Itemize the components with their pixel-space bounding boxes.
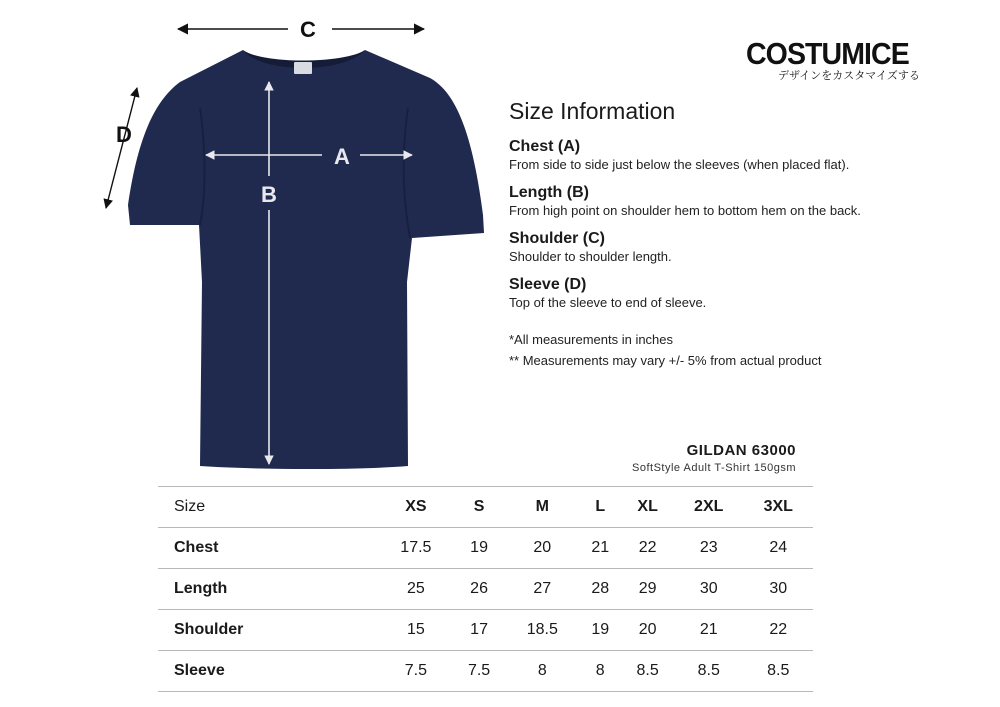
table-cell: 20: [621, 610, 674, 651]
sleeve-label: D: [116, 122, 132, 147]
table-cell: 19: [453, 528, 506, 569]
size-column-header: 2XL: [674, 487, 743, 528]
table-row: [158, 528, 813, 569]
note-variance: ** Measurements may vary +/- 5% from actual product: [509, 353, 822, 368]
table-cell: 26: [453, 569, 506, 610]
definition-shoulder: [509, 229, 949, 265]
table-row: [158, 651, 813, 692]
table-cell: 17: [453, 610, 506, 651]
size-table: [158, 486, 813, 692]
table-cell: 7.5: [453, 651, 506, 692]
row-label: Chest: [158, 528, 379, 569]
definition-title: Chest (A): [509, 138, 581, 155]
table-header-row: [158, 487, 813, 528]
tshirt-shape: [128, 50, 484, 469]
table-row: [158, 569, 813, 610]
definition-desc: From high point on shoulder hem to bottom hem on the back.: [509, 203, 861, 218]
table-cell: 30: [674, 569, 743, 610]
table-cell: 30: [743, 569, 813, 610]
row-label: Shoulder: [158, 610, 379, 651]
definition-title: Length (B): [509, 184, 589, 201]
table-cell: 23: [674, 528, 743, 569]
table-cell: 8.5: [743, 651, 813, 692]
tshirt-label-tag: [294, 62, 312, 74]
definition-desc: Shoulder to shoulder length.: [509, 249, 672, 264]
brand-name: COSTUMICE: [746, 36, 909, 71]
table-cell: 27: [505, 569, 579, 610]
table-cell: 19: [579, 610, 621, 651]
table-cell: 28: [579, 569, 621, 610]
size-header-label: Size: [158, 487, 379, 528]
table-cell: 8.5: [621, 651, 674, 692]
brand-logo: [746, 38, 936, 82]
table-cell: 18.5: [505, 610, 579, 651]
table-cell: 8: [579, 651, 621, 692]
table-cell: 17.5: [379, 528, 453, 569]
size-column-header: XS: [379, 487, 453, 528]
row-label: Sleeve: [158, 651, 379, 692]
shoulder-label: C: [300, 17, 316, 42]
table-cell: 21: [674, 610, 743, 651]
size-column-header: XL: [621, 487, 674, 528]
row-label: Length: [158, 569, 379, 610]
note-units: *All measurements in inches: [509, 332, 674, 347]
size-column-header: L: [579, 487, 621, 528]
table-cell: 25: [379, 569, 453, 610]
definition-desc: From side to side just below the sleeves (when placed flat).: [509, 157, 850, 172]
product-name: GILDAN 63000: [686, 442, 796, 459]
table-cell: 15: [379, 610, 453, 651]
definition-desc: Top of the sleeve to end of sleeve.: [509, 295, 707, 310]
table-row: [158, 610, 813, 651]
table-cell: 22: [743, 610, 813, 651]
length-label: B: [261, 182, 277, 207]
measurement-notes: [509, 329, 949, 371]
definition-title: Sleeve (D): [509, 276, 587, 293]
tshirt-measurement-diagram: [0, 0, 500, 480]
size-information: [509, 98, 949, 371]
chest-label: A: [334, 144, 350, 169]
table-cell: 20: [505, 528, 579, 569]
definition-sleeve: [509, 275, 949, 311]
table-cell: 29: [621, 569, 674, 610]
size-information-title: Size Information: [509, 98, 676, 124]
definition-title: Shoulder (C): [509, 230, 605, 247]
size-column-header: M: [505, 487, 579, 528]
size-column-header: 3XL: [743, 487, 813, 528]
table-cell: 8.5: [674, 651, 743, 692]
size-column-header: S: [453, 487, 506, 528]
definition-length: [509, 183, 949, 219]
table-cell: 21: [579, 528, 621, 569]
table-cell: 24: [743, 528, 813, 569]
table-cell: 7.5: [379, 651, 453, 692]
table-cell: 22: [621, 528, 674, 569]
table-cell: 8: [505, 651, 579, 692]
definition-chest: [509, 137, 949, 173]
brand-tagline: デザインをカスタマイズする: [778, 69, 920, 82]
product-heading: [632, 441, 796, 475]
product-subtitle: SoftStyle Adult T-Shirt 150gsm: [632, 462, 796, 474]
